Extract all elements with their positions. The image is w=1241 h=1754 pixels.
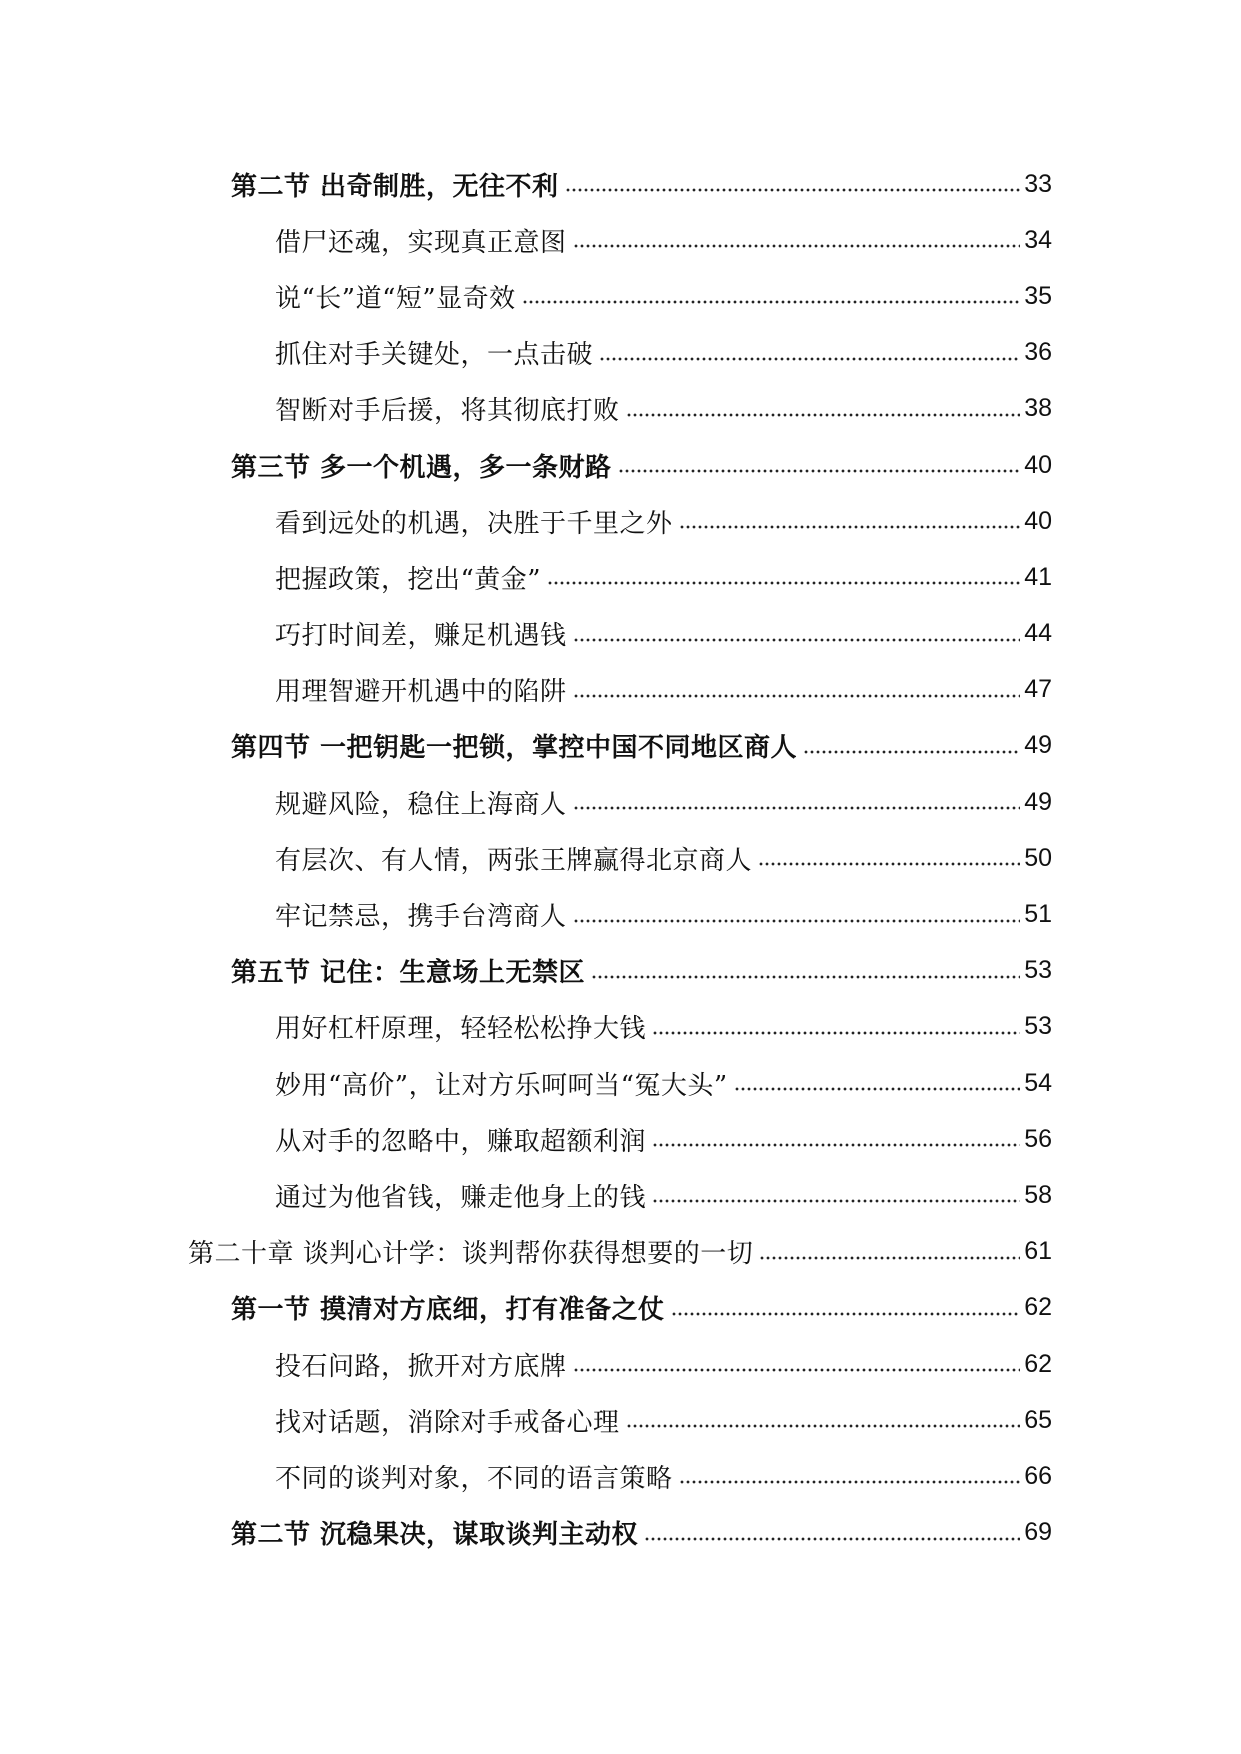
toc-entry-title: 用理智避开机遇中的陷阱 [275, 677, 567, 708]
dot-leader [573, 637, 1021, 643]
toc-entry-title: 通过为他省钱，赚走他身上的钱 [275, 1182, 647, 1213]
toc-page-number: 34 [1024, 225, 1052, 254]
toc-entry-title: 用好杠杆原理，轻轻松松挣大钱 [275, 1014, 647, 1045]
toc-entry-title: 把握政策，挖出“黄金” [275, 564, 542, 595]
dot-leader [652, 1030, 1020, 1036]
dot-leader [652, 1142, 1020, 1148]
toc-entry-title: 有层次、有人情，两张王牌赢得北京商人 [275, 845, 753, 876]
toc-page-number: 49 [1024, 787, 1052, 816]
toc-entry[interactable] [0, 718, 1241, 774]
toc-page-number: 33 [1024, 169, 1052, 198]
toc-entry[interactable] [0, 1505, 1241, 1561]
dot-leader [626, 412, 1021, 418]
toc-entry-title: 第二十章 谈判心计学：谈判帮你获得想要的一切 [188, 1239, 754, 1270]
table-of-contents [0, 156, 1241, 1561]
toc-page-number: 62 [1024, 1349, 1052, 1378]
toc-entry[interactable] [0, 493, 1241, 549]
toc-entry-title: 第三节 多一个机遇，多一条财路 [231, 452, 612, 483]
toc-entry[interactable] [0, 1392, 1241, 1448]
toc-page-number: 69 [1024, 1518, 1052, 1547]
dot-leader [618, 468, 1021, 474]
toc-entry-title: 牢记禁忌，携手台湾商人 [275, 902, 567, 933]
dot-leader [591, 974, 1020, 980]
dot-leader [644, 1536, 1020, 1542]
toc-entry[interactable] [0, 549, 1241, 605]
dot-leader [565, 187, 1021, 193]
toc-page-number: 47 [1024, 675, 1052, 704]
dot-leader [671, 1311, 1021, 1317]
toc-entry-title: 第二节 出奇制胜，无往不利 [231, 171, 559, 202]
toc-entry-title: 第四节 一把钥匙一把锁，掌控中国不同地区商人 [231, 733, 798, 764]
toc-entry[interactable] [0, 325, 1241, 381]
toc-entry-title: 第五节 记住：生意场上无禁区 [231, 958, 586, 989]
dot-leader [547, 580, 1020, 586]
toc-entry[interactable] [0, 156, 1241, 212]
dot-leader [626, 1423, 1021, 1429]
dot-leader [573, 918, 1021, 924]
toc-entry[interactable] [0, 999, 1241, 1055]
toc-entry-title: 说“长”道“短”显奇效 [275, 283, 516, 314]
toc-entry[interactable] [0, 830, 1241, 886]
dot-leader [573, 1367, 1021, 1373]
toc-entry-title: 从对手的忽略中，赚取超额利润 [275, 1126, 647, 1157]
toc-entry-chapter[interactable] [0, 1224, 1241, 1280]
toc-entry[interactable] [0, 381, 1241, 437]
dot-leader [679, 524, 1021, 530]
toc-entry-title: 不同的谈判对象，不同的语言策略 [275, 1463, 673, 1494]
toc-page-number: 56 [1024, 1124, 1052, 1153]
toc-page-number: 53 [1024, 956, 1052, 985]
toc-page-number: 40 [1024, 450, 1052, 479]
toc-entry-title: 规避风险，稳住上海商人 [275, 789, 567, 820]
dot-leader [573, 805, 1021, 811]
dot-leader [599, 356, 1020, 362]
dot-leader [679, 1479, 1021, 1485]
toc-entry-title: 第一节 摸清对方底细，打有准备之仗 [231, 1295, 665, 1326]
dot-leader [758, 861, 1020, 867]
toc-entry[interactable] [0, 437, 1241, 493]
toc-entry[interactable] [0, 1111, 1241, 1167]
toc-entry[interactable] [0, 774, 1241, 830]
toc-entry-title: 巧打时间差，赚足机遇钱 [275, 621, 567, 652]
toc-entry[interactable] [0, 606, 1241, 662]
toc-entry[interactable] [0, 1167, 1241, 1223]
toc-page-number: 44 [1024, 619, 1052, 648]
toc-entry[interactable] [0, 268, 1241, 324]
toc-entry[interactable] [0, 886, 1241, 942]
toc-page-number: 40 [1024, 506, 1052, 535]
toc-entry[interactable] [0, 943, 1241, 999]
toc-entry-title: 第二节 沉稳果决，谋取谈判主动权 [231, 1520, 639, 1551]
dot-leader [573, 243, 1021, 249]
toc-page-number: 66 [1024, 1461, 1052, 1490]
dot-leader [734, 1086, 1021, 1092]
toc-entry-title: 抓住对手关键处，一点击破 [275, 340, 594, 371]
toc-page-number: 38 [1024, 394, 1052, 423]
toc-page-number: 51 [1024, 900, 1052, 929]
toc-entry[interactable] [0, 1448, 1241, 1504]
dot-leader [759, 1255, 1020, 1261]
toc-entry-title: 找对话题，消除对手戒备心理 [275, 1407, 620, 1438]
toc-entry[interactable] [0, 1055, 1241, 1111]
toc-entry-title: 智断对手后援，将其彻底打败 [275, 396, 620, 427]
toc-entry-title: 投石问路，掀开对方底牌 [275, 1351, 567, 1382]
toc-page-number: 61 [1024, 1237, 1052, 1266]
toc-page-number: 49 [1024, 731, 1052, 760]
toc-page-number: 36 [1024, 338, 1052, 367]
toc-entry[interactable] [0, 662, 1241, 718]
toc-page-number: 53 [1024, 1012, 1052, 1041]
toc-entry[interactable] [0, 212, 1241, 268]
toc-entry-title: 借尸还魂，实现真正意图 [275, 227, 567, 258]
toc-page-number: 50 [1024, 843, 1052, 872]
toc-page-number: 54 [1024, 1068, 1052, 1097]
toc-entry-title: 看到远处的机遇，决胜于千里之外 [275, 508, 673, 539]
toc-page-number: 62 [1024, 1293, 1052, 1322]
dot-leader [573, 693, 1021, 699]
toc-entry-title: 妙用“高价”，让对方乐呵呵当“冤大头” [275, 1070, 728, 1101]
dot-leader [652, 1198, 1020, 1204]
dot-leader [522, 299, 1021, 305]
dot-leader [803, 749, 1020, 755]
toc-entry[interactable] [0, 1336, 1241, 1392]
toc-entry[interactable] [0, 1280, 1241, 1336]
toc-page-number: 41 [1024, 562, 1052, 591]
toc-page-number: 65 [1024, 1405, 1052, 1434]
toc-page-number: 58 [1024, 1180, 1052, 1209]
toc-page-number: 35 [1024, 281, 1052, 310]
